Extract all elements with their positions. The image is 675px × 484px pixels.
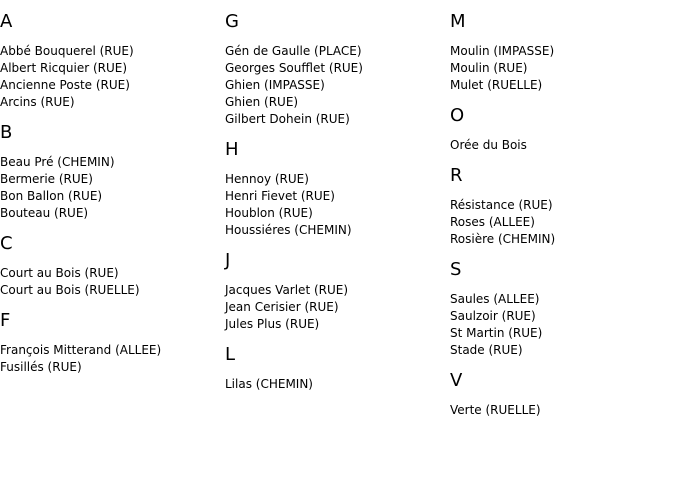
street-name: Résistance (RUE) [450, 198, 553, 212]
street-name: Jean Cerisier (RUE) [225, 300, 339, 314]
street-name: Houblon (RUE) [225, 206, 313, 220]
letter-heading: J [225, 250, 231, 271]
letter-group-m [450, 11, 670, 94]
street-name: Fusillés (RUE) [0, 360, 82, 374]
street-index-column [450, 0, 670, 427]
street-name: Ghien (RUE) [225, 95, 299, 109]
street-name: Beau Pré (CHEMIN) [0, 155, 115, 169]
street-list [225, 43, 445, 128]
letter-heading: V [450, 370, 463, 391]
street-list [450, 137, 670, 154]
street-name: Arcins (RUE) [0, 95, 75, 109]
letter-group-b [0, 122, 220, 222]
letter-group-l [225, 344, 445, 393]
letter-group-r [450, 165, 670, 248]
street-name: Hennoy (RUE) [225, 172, 309, 186]
street-name: St Martin (RUE) [450, 326, 543, 340]
letter-group-o [450, 105, 670, 154]
street-name: Gilbert Dohein (RUE) [225, 112, 350, 126]
letter-group-s [450, 259, 670, 359]
letter-heading: G [225, 11, 239, 32]
letter-group-j [225, 250, 445, 333]
street-name: Saulzoir (RUE) [450, 309, 536, 323]
letter-heading: L [225, 344, 236, 365]
street-list [450, 291, 670, 359]
street-name: Bermerie (RUE) [0, 172, 93, 186]
street-list [225, 376, 445, 393]
street-list [225, 171, 445, 239]
street-index-column [225, 0, 445, 401]
street-name: Albert Ricquier (RUE) [0, 61, 128, 75]
street-list [450, 197, 670, 248]
street-name: Moulin (IMPASSE) [450, 44, 555, 58]
street-name: Houssiéres (CHEMIN) [225, 223, 352, 237]
letter-heading: M [450, 11, 466, 32]
street-name: Saules (ALLEE) [450, 292, 540, 306]
letter-heading: C [0, 233, 13, 254]
street-name: Rosière (CHEMIN) [450, 232, 556, 246]
street-name: Henri Fievet (RUE) [225, 189, 335, 203]
street-list [225, 282, 445, 333]
letter-group-v [450, 370, 670, 419]
street-name: François Mitterand (ALLEE) [0, 343, 162, 357]
street-name: Bon Ballon (RUE) [0, 189, 103, 203]
street-name: Stade (RUE) [450, 343, 523, 357]
street-list [450, 43, 670, 94]
street-name: Ghien (IMPASSE) [225, 78, 325, 92]
street-list [450, 402, 670, 419]
street-name: Moulin (RUE) [450, 61, 528, 75]
street-list [0, 154, 220, 222]
letter-group-f [0, 310, 220, 376]
street-name: Court au Bois (RUELLE) [0, 283, 140, 297]
letter-group-h [225, 139, 445, 239]
letter-heading: R [450, 165, 463, 186]
street-name: Roses (ALLEE) [450, 215, 535, 229]
letter-heading: O [450, 105, 465, 126]
letter-heading: S [450, 259, 462, 280]
street-list [0, 43, 220, 111]
street-name: Mulet (RUELLE) [450, 78, 543, 92]
street-name: Ancienne Poste (RUE) [0, 78, 130, 92]
street-name: Jacques Varlet (RUE) [225, 283, 349, 297]
street-list [0, 265, 220, 299]
street-name: Court au Bois (RUE) [0, 266, 119, 280]
letter-group-g [225, 11, 445, 128]
letter-heading: B [0, 122, 13, 143]
street-name: Jules Plus (RUE) [225, 317, 320, 331]
letter-heading: H [225, 139, 239, 160]
street-name: Orée du Bois [450, 138, 527, 152]
letter-heading: A [0, 11, 13, 32]
street-name: Lilas (CHEMIN) [225, 377, 313, 391]
letter-group-a [0, 11, 220, 111]
street-list [0, 342, 220, 376]
street-index-column [0, 0, 220, 384]
street-name: Georges Soufflet (RUE) [225, 61, 363, 75]
letter-group-c [0, 233, 220, 299]
street-name: Verte (RUELLE) [450, 403, 541, 417]
street-name: Abbé Bouquerel (RUE) [0, 44, 134, 58]
street-name: Gén de Gaulle (PLACE) [225, 44, 362, 58]
street-name: Bouteau (RUE) [0, 206, 89, 220]
letter-heading: F [0, 310, 11, 331]
